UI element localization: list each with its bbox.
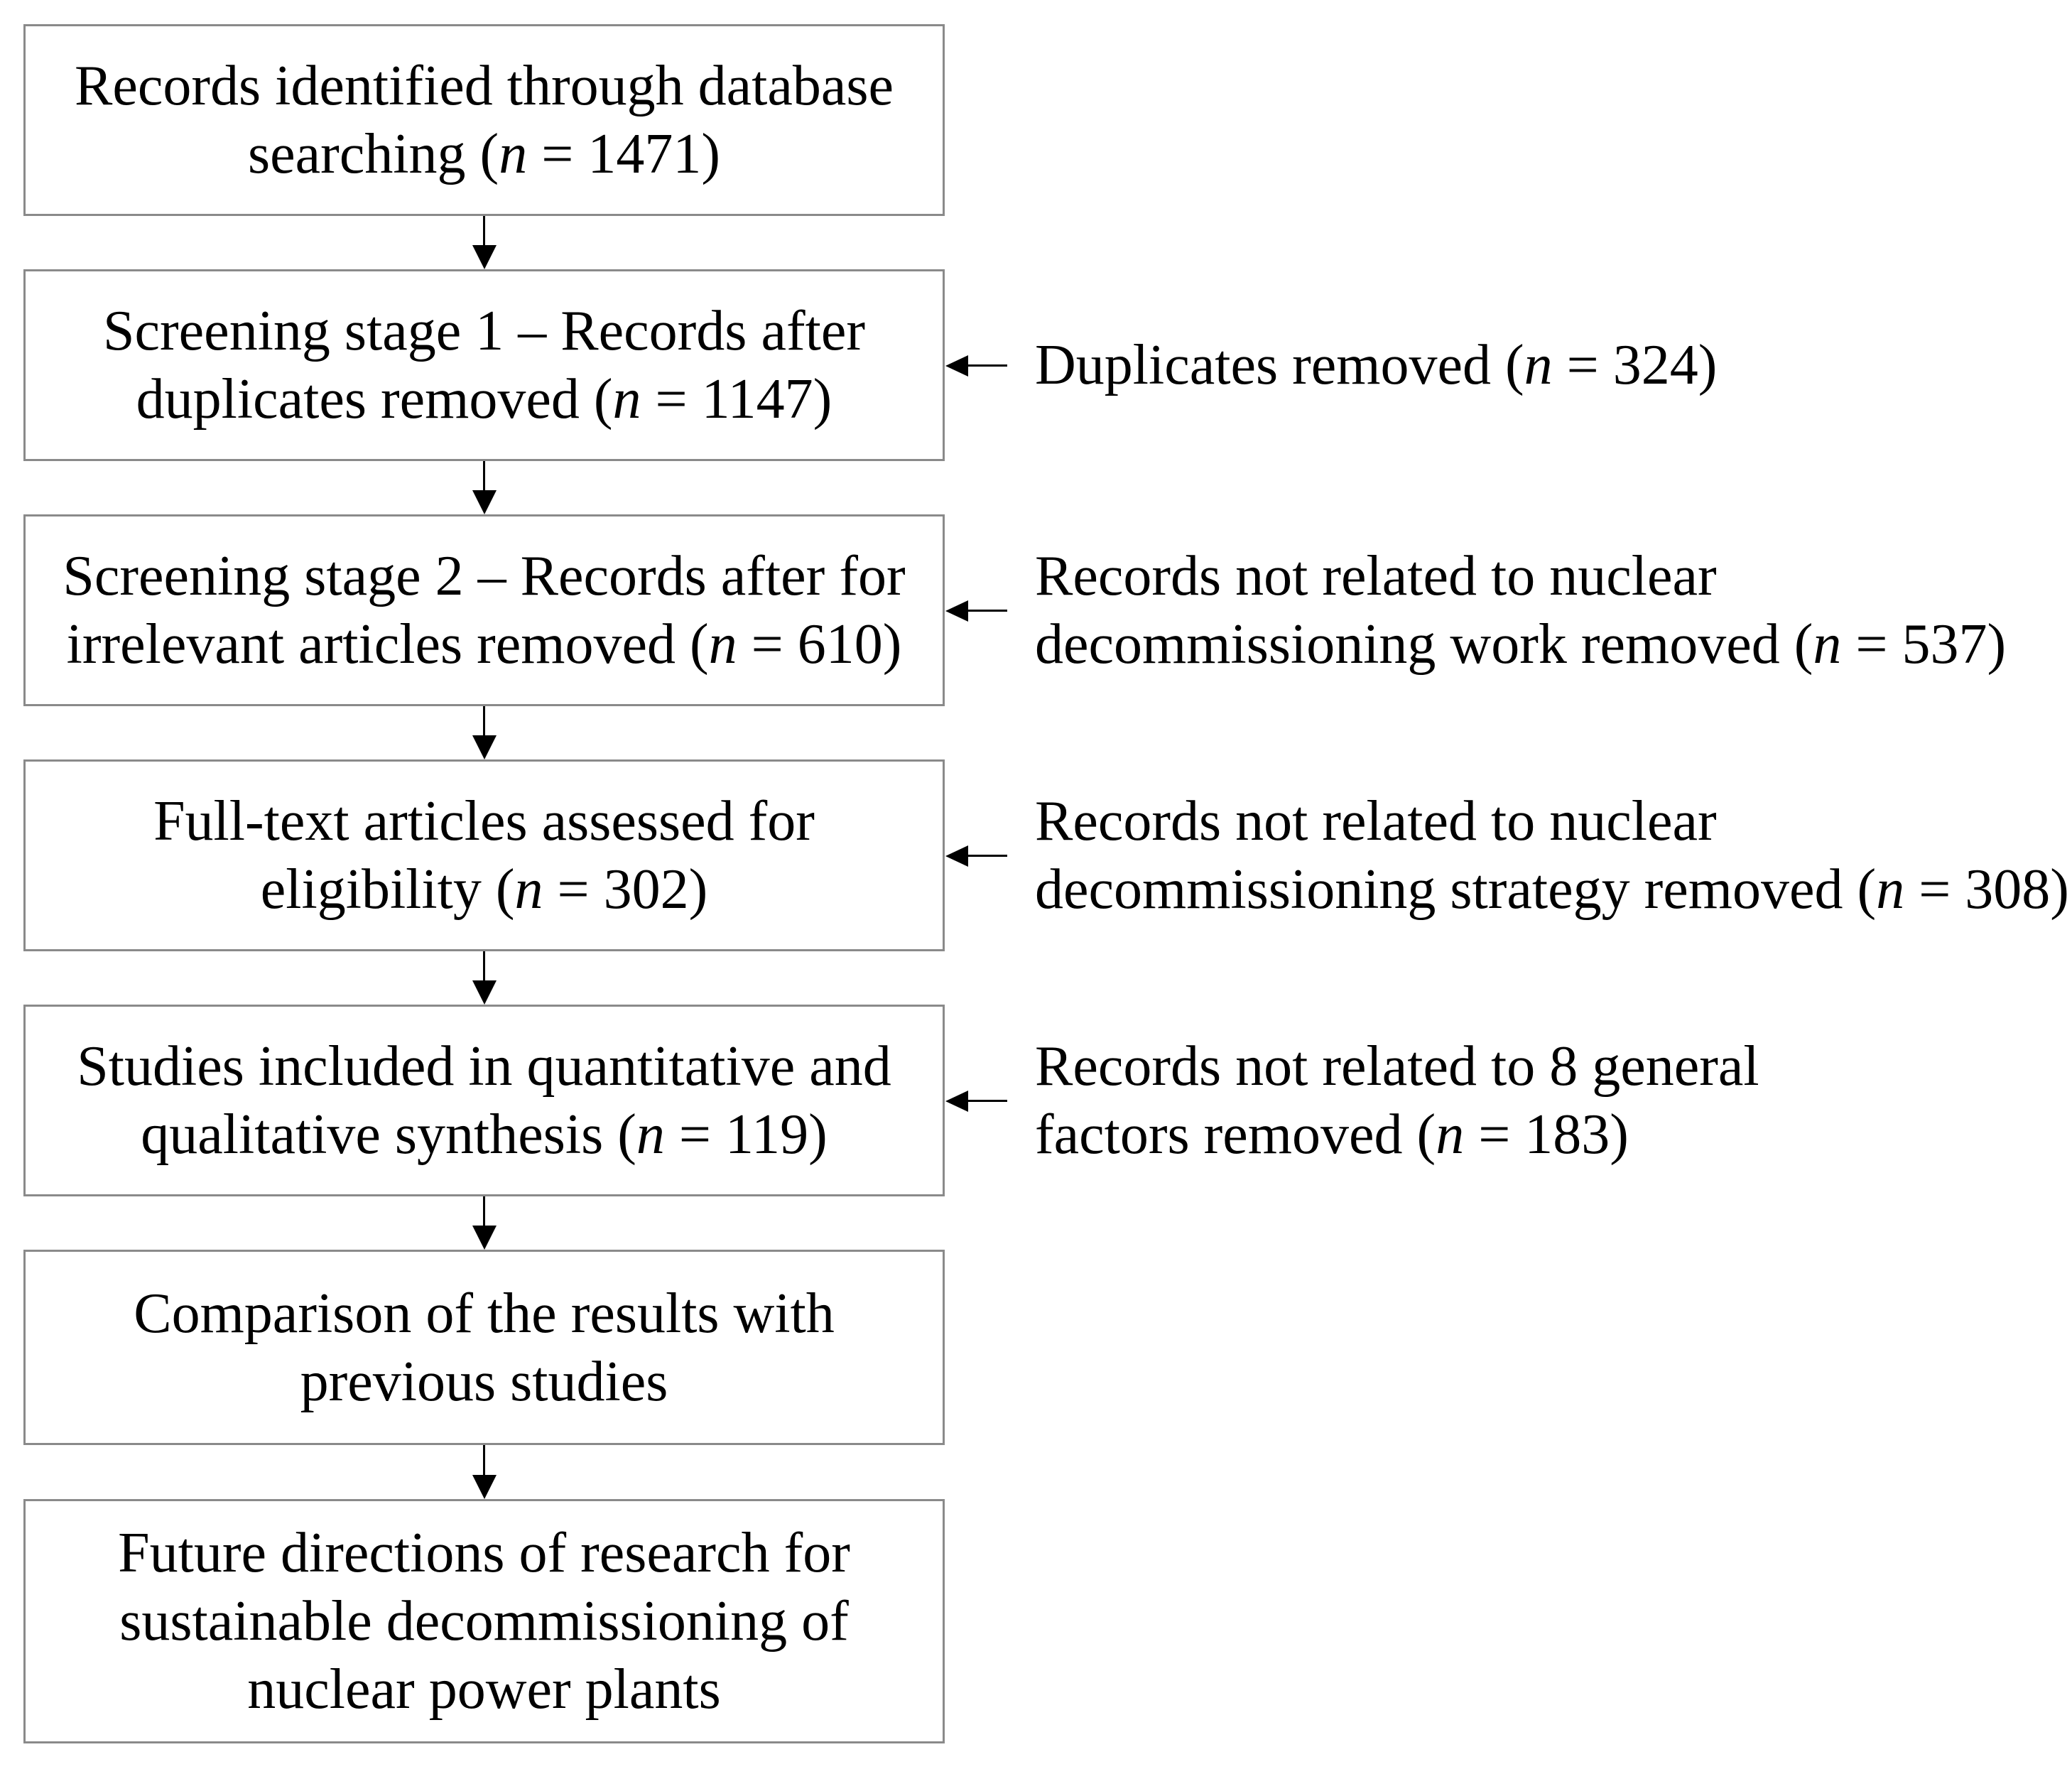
box-line [261, 855, 708, 924]
n-label: n [514, 858, 543, 921]
exclusion-line: Records not related to nuclear [1035, 790, 1717, 853]
exclusion-line: Records not related to 8 general [1035, 1035, 1759, 1098]
n-value: = 324) [1552, 334, 1718, 396]
arrow-left-icon [945, 355, 968, 377]
box-line: Comparison of the results with [134, 1282, 835, 1345]
arrow-down-line [483, 1196, 485, 1226]
box-comparison-previous-studies [23, 1250, 945, 1445]
arrow-down-line [483, 706, 485, 736]
n-label: n [612, 368, 641, 431]
exclusion-not-decommissioning-strategy [1035, 787, 2069, 924]
box-line: Studies included in quantitative and [77, 1035, 891, 1098]
arrow-down-icon [472, 490, 497, 514]
arrow-down-line [483, 216, 485, 246]
box-line: Future directions of research for [118, 1522, 850, 1584]
arrow-down-icon [472, 735, 497, 759]
box-line: Screening stage 2 – Records after for [63, 545, 906, 607]
box-screening-stage-2 [23, 514, 945, 706]
exclusion-line-text: Duplicates removed ( [1035, 334, 1524, 396]
n-value: = 1471) [527, 123, 720, 185]
exclusion-line-text: factors removed ( [1035, 1103, 1436, 1166]
n-value: = 119) [664, 1103, 828, 1166]
arrow-down-icon [472, 980, 497, 1005]
exclusion-not-decommissioning-work [1035, 542, 2006, 678]
arrow-left-icon [945, 1091, 968, 1112]
exclusion-line [1035, 855, 2069, 924]
arrow-down-line [483, 1445, 485, 1476]
arrow-down-icon [472, 1475, 497, 1499]
box-line: Records identified through database [75, 55, 894, 117]
exclusion-line [1035, 610, 2006, 678]
box-line-text: eligibility ( [260, 858, 515, 921]
n-label: n [636, 1103, 665, 1166]
box-line-text: duplicates removed ( [136, 368, 613, 431]
arrow-down-line [483, 461, 485, 491]
box-records-identified [23, 24, 945, 216]
box-line-text: qualitative synthesis ( [141, 1103, 636, 1166]
box-line-text: irrelevant articles removed ( [66, 613, 709, 676]
n-value: = 537) [1841, 613, 2007, 676]
n-value: = 1147) [641, 368, 832, 431]
box-line [141, 1100, 827, 1169]
box-line-text: searching ( [248, 123, 499, 185]
n-label: n [1524, 334, 1553, 396]
arrow-left-icon [945, 845, 968, 867]
box-screening-stage-1 [23, 269, 945, 461]
arrow-left-line [966, 1100, 1007, 1102]
exclusion-line-text: decommissioning strategy removed ( [1035, 858, 1877, 921]
exclusion-line [1035, 331, 1717, 399]
n-value: = 302) [543, 858, 708, 921]
arrow-down-icon [472, 245, 497, 269]
n-value: = 183) [1464, 1103, 1629, 1166]
arrow-left-line [966, 610, 1007, 612]
n-label: n [499, 123, 528, 185]
box-full-text-assessed [23, 759, 945, 951]
arrow-down-line [483, 951, 485, 981]
arrow-left-icon [945, 600, 968, 622]
n-label: n [708, 613, 737, 676]
arrow-left-line [966, 855, 1007, 857]
n-label: n [1876, 858, 1905, 921]
box-line [136, 365, 832, 433]
exclusion-duplicates [1035, 331, 1717, 399]
exclusion-line-text: decommissioning work removed ( [1035, 613, 1813, 676]
n-value: = 610) [737, 613, 902, 676]
box-line: Full-text articles assessed for [153, 790, 815, 853]
box-studies-included [23, 1005, 945, 1196]
n-label: n [1436, 1103, 1465, 1166]
exclusion-line [1035, 1100, 1759, 1169]
arrow-left-line [966, 364, 1007, 367]
box-line: nuclear power plants [247, 1658, 721, 1721]
n-label: n [1813, 613, 1842, 676]
box-line [248, 120, 720, 188]
box-line [67, 610, 902, 678]
arrow-down-icon [472, 1226, 497, 1250]
box-line: sustainable decommissioning of [119, 1590, 849, 1653]
box-future-directions [23, 1499, 945, 1743]
exclusion-line: Records not related to nuclear [1035, 545, 1717, 607]
n-value: = 308) [1904, 858, 2069, 921]
box-line: Screening stage 1 – Records after [103, 300, 865, 362]
exclusion-not-8-general-factors [1035, 1032, 1759, 1169]
box-line: previous studies [300, 1350, 668, 1413]
